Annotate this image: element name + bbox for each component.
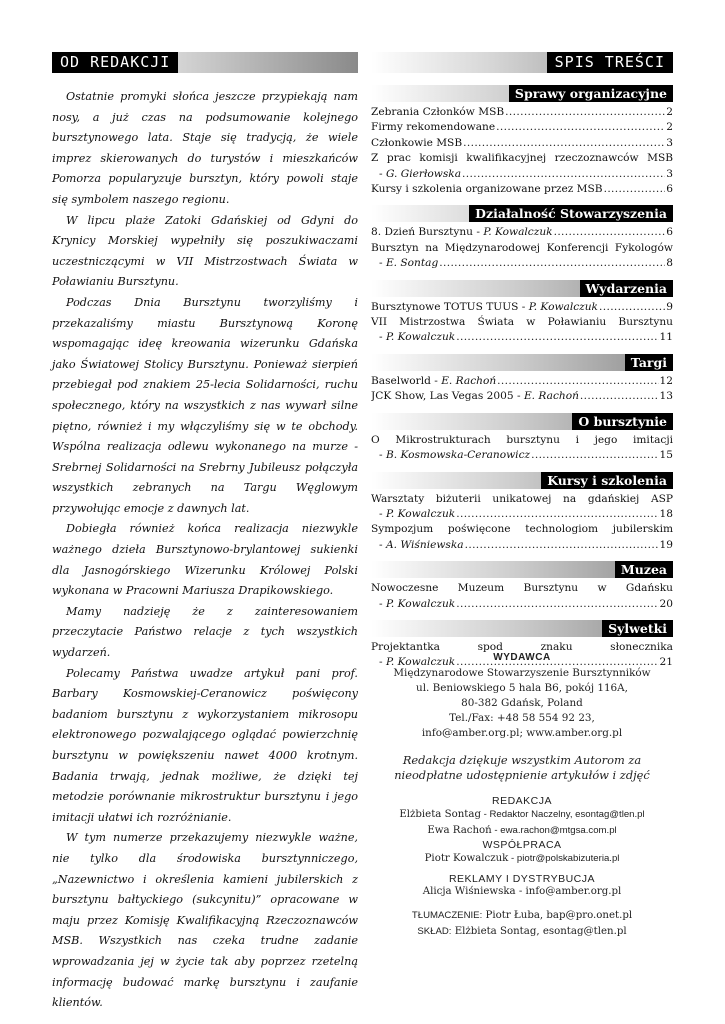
toc-entry-line: [371, 225, 673, 240]
toc-entry[interactable]: [371, 522, 673, 553]
toc-leader: [463, 136, 665, 151]
toc-section-label: O bursztynie: [572, 413, 673, 430]
toc-separator: -: [430, 374, 442, 387]
toc-entry[interactable]: [371, 151, 673, 182]
toc-entry[interactable]: [371, 374, 673, 389]
toc-entry-line: [371, 330, 673, 345]
editor-1-name: Elżbieta Sontag: [399, 809, 481, 820]
toc-entry-title: Z prac komisji kwalifikacyjnej rzeczoznawców MSB: [371, 152, 673, 165]
toc-entry[interactable]: [371, 581, 673, 612]
toc-separator: -: [472, 226, 484, 239]
translation-label: TŁUMACZENIE:: [411, 910, 483, 921]
toc-page-number: 19: [659, 538, 673, 551]
toc-page-number: 2: [666, 121, 673, 134]
toc-entry[interactable]: [371, 120, 673, 135]
editor-1: [371, 807, 673, 823]
toc-entry-author: P. Kowalczuk: [385, 331, 456, 344]
toc-section-bar: [371, 354, 673, 371]
toc-leader: [554, 225, 666, 240]
toc-entry-line: [371, 120, 673, 135]
toc-entry-title: Zebrania Członków MSB: [371, 106, 505, 118]
toc-page-number: 8: [666, 257, 673, 270]
toc-page-number: 21: [659, 656, 673, 669]
toc-entry-title: Warsztaty biżuterii unikatowej na gdańskiej ASP: [371, 492, 673, 505]
editorial-heading: REDAKCJA: [491, 795, 552, 807]
publisher-info: [371, 652, 673, 940]
toc-separator: -: [379, 656, 386, 669]
toc-header-bar: [371, 52, 673, 73]
toc-separator: -: [379, 449, 386, 462]
publisher-line: Tel./Fax: +48 58 554 92 23,: [449, 712, 595, 724]
toc-leader: [604, 182, 666, 197]
toc-entry-line: [371, 136, 673, 151]
coop-line: [371, 851, 673, 867]
toc-entry-title: Bursztyn na Międzynarodowej Konferencji Fykologów: [371, 241, 673, 254]
toc-leader: [505, 105, 665, 120]
thanks-note: Redakcja dziękuje wszystkim Autorom za nieodpłatne udostępnienie artykułów i zdjęć: [394, 753, 650, 782]
typesetting-line: [371, 924, 673, 940]
toc-leader: [497, 374, 658, 389]
toc-leader: [456, 507, 658, 522]
toc-entry-title: Firmy rekomendowane: [371, 121, 496, 134]
toc-entry-title: Członkowie MSB: [371, 136, 463, 149]
toc-leader: [465, 538, 659, 553]
toc-entry-author: G. Gierłowska: [385, 167, 462, 180]
toc-section-bar: [371, 472, 673, 489]
toc-page-number: 6: [666, 183, 673, 196]
toc-entry-line: [371, 538, 673, 553]
toc-section-bar: [371, 280, 673, 297]
toc-section-label: Działalność Stowarzyszenia: [469, 205, 673, 222]
editorial-paragraph: Podczas Dnia Bursztynu tworzyliśmy i przekazaliśmy miastu Bursztynową Koronę wspomagając ideę kreowania wizerunku Gdańska jako Światowej Stolicy Bursztynu. Ponieważ sierpień przebiegał pod znakiem 25-lecia Solidarności, ruchu społecznego, który na wszystkich z nas wywarł silne piętno, również i my włączyliśmy się w te obchody. Wspólna realizacja odlewu wykonanego na murze - Srebrnej Solidarności na Srebrny Jubileusz połączyła wszystkich zebranych na Targu Węglowym przywołując emocje z dawnych lat.: [52, 295, 358, 515]
publisher-line: ul. Beniowskiego 5 hala B6, pokój 116A,: [416, 682, 628, 694]
toc-entry[interactable]: [371, 241, 673, 272]
translation-value: Piotr Łuba, bap@pro.onet.pl: [482, 910, 633, 921]
editorial-header: OD REDAKCJI: [52, 52, 178, 73]
toc-entry-author: P. Kowalczuk: [385, 597, 456, 610]
toc-leader: [496, 120, 665, 135]
editorial-paragraph: Dobiegła również końca realizacja niezwykle ważnego dzieła Bursztynowo-brylantowej sukienki dla Jasnogórskiego Wizerunku Królowej Polski wykonana w Pracowni Mariusza Drapikowskiego.: [52, 522, 358, 598]
toc-entry-author: P. Kowalczuk: [483, 226, 553, 239]
toc-page-number: 18: [659, 507, 673, 520]
editorial-header-bar: [52, 52, 358, 73]
toc-section-bar: [371, 85, 673, 102]
toc-separator: -: [379, 597, 386, 610]
toc-section-label: Muzea: [615, 561, 673, 578]
toc-section-bar: [371, 205, 673, 222]
toc-entry[interactable]: [371, 389, 673, 404]
toc-entry-title: Sympozjum poświęcone technologiom jubilerskim: [371, 523, 673, 536]
toc-section-label: Wydarzenia: [580, 280, 673, 297]
toc-section-label: Kursy i szkolenia: [541, 472, 673, 489]
toc-leader: [580, 389, 659, 404]
toc-separator: -: [379, 257, 386, 270]
toc-separator: -: [379, 167, 386, 180]
toc-leader: [462, 167, 665, 182]
editorial-paragraph: W tym numerze przekazujemy niezwykle ważne, nie tylko dla środowiska bursztynniczego, „Nazewnictwo i określenia kamieni jubilerskich z bursztynu bałtyckiego (sukcynitu)” opracowane w maju przez Komisję Kwalifikacyjną Rzeczoznawców MSB. Wszystkich nas czeka trudne zadanie wprowadzania jej w życie tak aby poprzez rzetelną informację budować markę bursztynu i zaufanie klientów.: [52, 831, 358, 1010]
editorial-paragraph: Ostatnie promyki słońca jeszcze przypiekają nam nosy, a już czas na podsumowanie kolejnego bursztynowego lata. Staje się tradycją, że wiele imprez skierowanych do turystów i mieszkańców Pomorza popularyzuje bursztyn, który powoli staje się symbolem naszego regionu.: [52, 90, 358, 206]
toc-separator: -: [379, 331, 386, 344]
toc-entry[interactable]: [371, 315, 673, 346]
editor-1-role: - Redaktor Naczelny, esontag@tlen.pl: [480, 809, 645, 820]
toc-page-number: 15: [659, 449, 673, 462]
toc-entry-title: Baselworld: [371, 374, 431, 387]
toc-section-entries: [371, 105, 673, 197]
toc-entry-author: P. Kowalczuk: [528, 300, 598, 313]
toc-entry-line: [371, 105, 673, 120]
toc-entry[interactable]: [371, 182, 673, 197]
toc-leader: [531, 448, 658, 463]
toc-entry-author: P. Kowalczuk: [385, 507, 456, 520]
toc-section-entries: [371, 433, 673, 464]
coop-heading: WSPÓŁPRACA: [482, 839, 562, 851]
toc-column: [371, 52, 673, 671]
editor-2: [371, 823, 673, 839]
toc-page-number: 6: [666, 226, 673, 239]
toc-entry-line: [371, 374, 673, 389]
toc-entry-line: [371, 448, 673, 463]
toc-section-entries: [371, 492, 673, 554]
publisher-line: Międzynarodowe Stowarzyszenie Bursztynników: [393, 667, 651, 679]
publisher-line: 80-382 Gdańsk, Poland: [461, 697, 583, 709]
toc-page-number: 20: [659, 597, 673, 610]
toc-entry-line: [371, 182, 673, 197]
ads-line: Alicja Wiśniewska - info@amber.org.pl: [422, 886, 622, 897]
ads-heading: REKLAMY I DYSTRYBUCJA: [448, 873, 596, 885]
typesetting-value: Elżbieta Sontag, esontag@tlen.pl: [451, 926, 627, 937]
toc-entry[interactable]: [371, 136, 673, 151]
toc-entry-line: [371, 507, 673, 522]
toc-section-bar: [371, 561, 673, 578]
toc-entry[interactable]: [371, 105, 673, 120]
editorial-paragraph: Mamy nadzieję że z zainteresowaniem przeczytacie Państwo relacje z tych wszystkich wydarzeń.: [52, 604, 358, 660]
toc-entry-author: E. Sontag: [385, 257, 439, 270]
toc-entry-author: B. Kosmowska-Ceranowicz: [385, 449, 531, 462]
toc-entry[interactable]: [371, 225, 673, 240]
toc-leader: [456, 597, 658, 612]
toc-section-entries: [371, 300, 673, 346]
toc-page-number: 12: [659, 374, 673, 387]
publisher-line: info@amber.org.pl; www.amber.org.pl: [421, 727, 623, 739]
toc-entry-title: O Mikrostrukturach bursztynu i jego imitacji: [371, 433, 673, 446]
toc-separator: -: [379, 507, 386, 520]
toc-section-entries: [371, 225, 673, 271]
toc-page-number: 3: [666, 167, 673, 180]
toc-section-label: Sylwetki: [602, 620, 673, 637]
editorial-paragraph: Polecamy Państwa uwadze artykuł pani prof. Barbary Kosmowskiej-Ceranowicz poświęcony badaniom bursztynu z wykorzystaniem mikrosopu elektronowego pozwalającego oglądać powierzchnię bursztynu w powiększeniu nawet 4000 krotnym. Badania trwają, jednak możliwe, że dzięki tej metodzie porównanie mikrostruktur bursztynu i jego imitacji ułatwi ich rozróżnianie.: [52, 666, 358, 824]
toc-entry-author: E. Rachoń: [523, 390, 579, 403]
toc-entry-title: Kursy i szkolenia organizowane przez MSB: [371, 183, 603, 196]
toc-page-number: 2: [666, 106, 673, 118]
toc-entry-line: [371, 597, 673, 612]
editor-2-role: - ewa.rachon@mtgsa.com.pl: [491, 825, 617, 836]
toc-entry-author: P. Kowalczuk: [385, 656, 456, 669]
toc-entry-line: [371, 389, 673, 404]
toc-entry-title: JCK Show, Las Vegas 2005: [371, 390, 514, 403]
toc-page-number: 11: [659, 331, 673, 344]
toc-section-label: Sprawy organizacyjne: [509, 85, 673, 102]
editorial-paragraph: W lipcu plaże Zatoki Gdańskiej od Gdyni do Krynicy Morskiej wypełniły się poszukiwaczami uczestniczącymi w VII Mistrzostwach Świata w Poławianiu Bursztynu.: [52, 213, 358, 289]
toc-leader: [456, 330, 658, 345]
table-of-contents: [371, 85, 673, 671]
toc-section-entries: [371, 374, 673, 405]
typesetting-label: SKŁAD:: [417, 926, 452, 937]
toc-separator: -: [513, 390, 524, 403]
toc-leader: [599, 300, 665, 315]
toc-section-entries: [371, 581, 673, 612]
toc-header: SPIS TREŚCI: [547, 52, 673, 73]
toc-entry-title: Projektantka spod znaku słonecznika: [371, 640, 673, 653]
toc-section-bar: [371, 413, 673, 430]
toc-separator: -: [379, 538, 386, 551]
editorial-column: [52, 52, 358, 1014]
toc-page-number: 3: [666, 136, 673, 149]
toc-entry-title: Nowoczesne Muzeum Bursztynu w Gdańsku: [371, 582, 673, 595]
coop-role: - piotr@polskabizuteria.pl: [508, 853, 620, 864]
toc-section-label: Targi: [625, 354, 673, 371]
toc-entry-line: [371, 167, 673, 182]
toc-entry-title: 8. Dzień Bursztynu: [371, 226, 473, 239]
toc-separator: -: [518, 300, 529, 313]
translation-line: [371, 908, 673, 924]
toc-entry-line: [371, 256, 673, 271]
toc-leader: [439, 256, 665, 271]
toc-entry[interactable]: [371, 492, 673, 523]
toc-entry[interactable]: [371, 433, 673, 464]
toc-entry-title: Bursztynowe TOTUS TUUS: [371, 300, 519, 313]
toc-entry[interactable]: [371, 300, 673, 315]
coop-name: Piotr Kowalczuk: [424, 853, 509, 864]
toc-entry-author: A. Wiśniewska: [385, 538, 464, 551]
toc-page-number: 13: [659, 390, 673, 403]
toc-page-number: 9: [666, 300, 673, 313]
toc-entry-line: [371, 300, 673, 315]
toc-section-bar: [371, 620, 673, 637]
toc-entry-title: VII Mistrzostwa Świata w Poławianiu Bursztynu: [371, 316, 673, 329]
editor-2-name: Ewa Rachoń: [427, 825, 492, 836]
toc-entry-author: E. Rachoń: [441, 374, 497, 387]
editorial-text: [52, 87, 358, 1014]
publisher-heading: WYDAWCA: [493, 652, 551, 663]
publisher-address: [371, 666, 673, 741]
